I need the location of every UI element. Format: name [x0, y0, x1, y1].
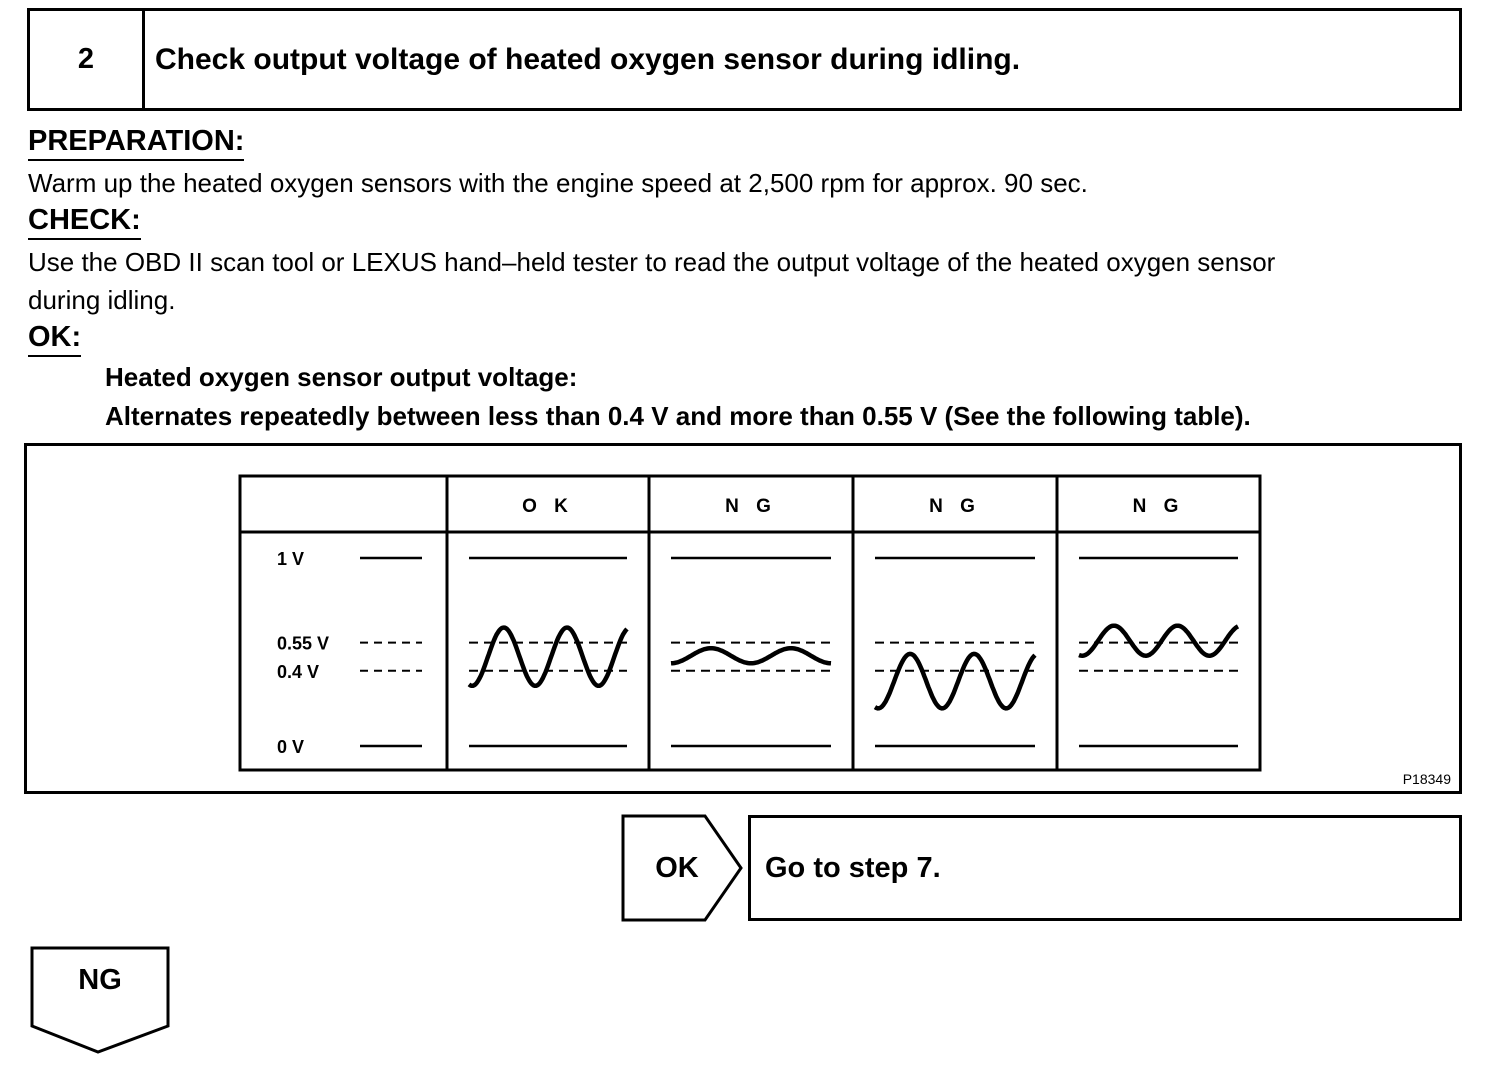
- table-frame: [240, 476, 1260, 770]
- preparation-text: Warm up the heated oxygen sensors with the engine speed at 2,500 rpm for approx. 90 sec.: [28, 168, 1088, 198]
- sensor-waveform: [469, 628, 627, 686]
- check-heading: CHECK:: [28, 205, 141, 240]
- ng-label: NG: [78, 964, 122, 996]
- ok-spec-line1: Heated oxygen sensor output voltage:: [105, 362, 578, 392]
- check-text-line2: during idling.: [28, 285, 176, 315]
- ok-label: OK: [655, 851, 699, 884]
- column-header: O K: [522, 496, 574, 517]
- check-text-line1: Use the OBD II scan tool or LEXUS hand–held tester to read the output voltage of the heated oxygen sensor: [28, 247, 1276, 277]
- figure-code: P18349: [1402, 771, 1451, 787]
- voltage-level-label: 0.55 V: [277, 633, 330, 654]
- waveform-figure: [24, 443, 1462, 794]
- voltage-level-label: 0 V: [277, 737, 305, 757]
- ok-result-box: [748, 815, 1462, 921]
- sensor-waveform: [1079, 626, 1238, 656]
- voltage-level-label: 1 V: [277, 549, 305, 569]
- step-title: Check output voltage of heated oxygen sensor during idling.: [155, 42, 1021, 76]
- step-header: [27, 8, 1462, 111]
- waveform-table: [27, 446, 1459, 791]
- preparation-heading: PREPARATION:: [28, 126, 244, 161]
- ok-spec-line2: Alternates repeatedly between less than 0.4 V and more than 0.55 V (See the following table).: [105, 401, 1251, 431]
- column-header: N G: [929, 496, 981, 517]
- sensor-waveform: [671, 648, 831, 663]
- sensor-waveform: [875, 654, 1035, 709]
- ng-arrow-shape: [28, 944, 172, 1056]
- ok-result-text: Go to step 7.: [765, 851, 941, 884]
- step-number: 2: [30, 11, 145, 108]
- column-header: N G: [725, 496, 777, 517]
- column-header: N G: [1132, 496, 1185, 517]
- voltage-level-label: 0.4 V: [277, 661, 320, 682]
- ok-heading: OK:: [28, 322, 81, 357]
